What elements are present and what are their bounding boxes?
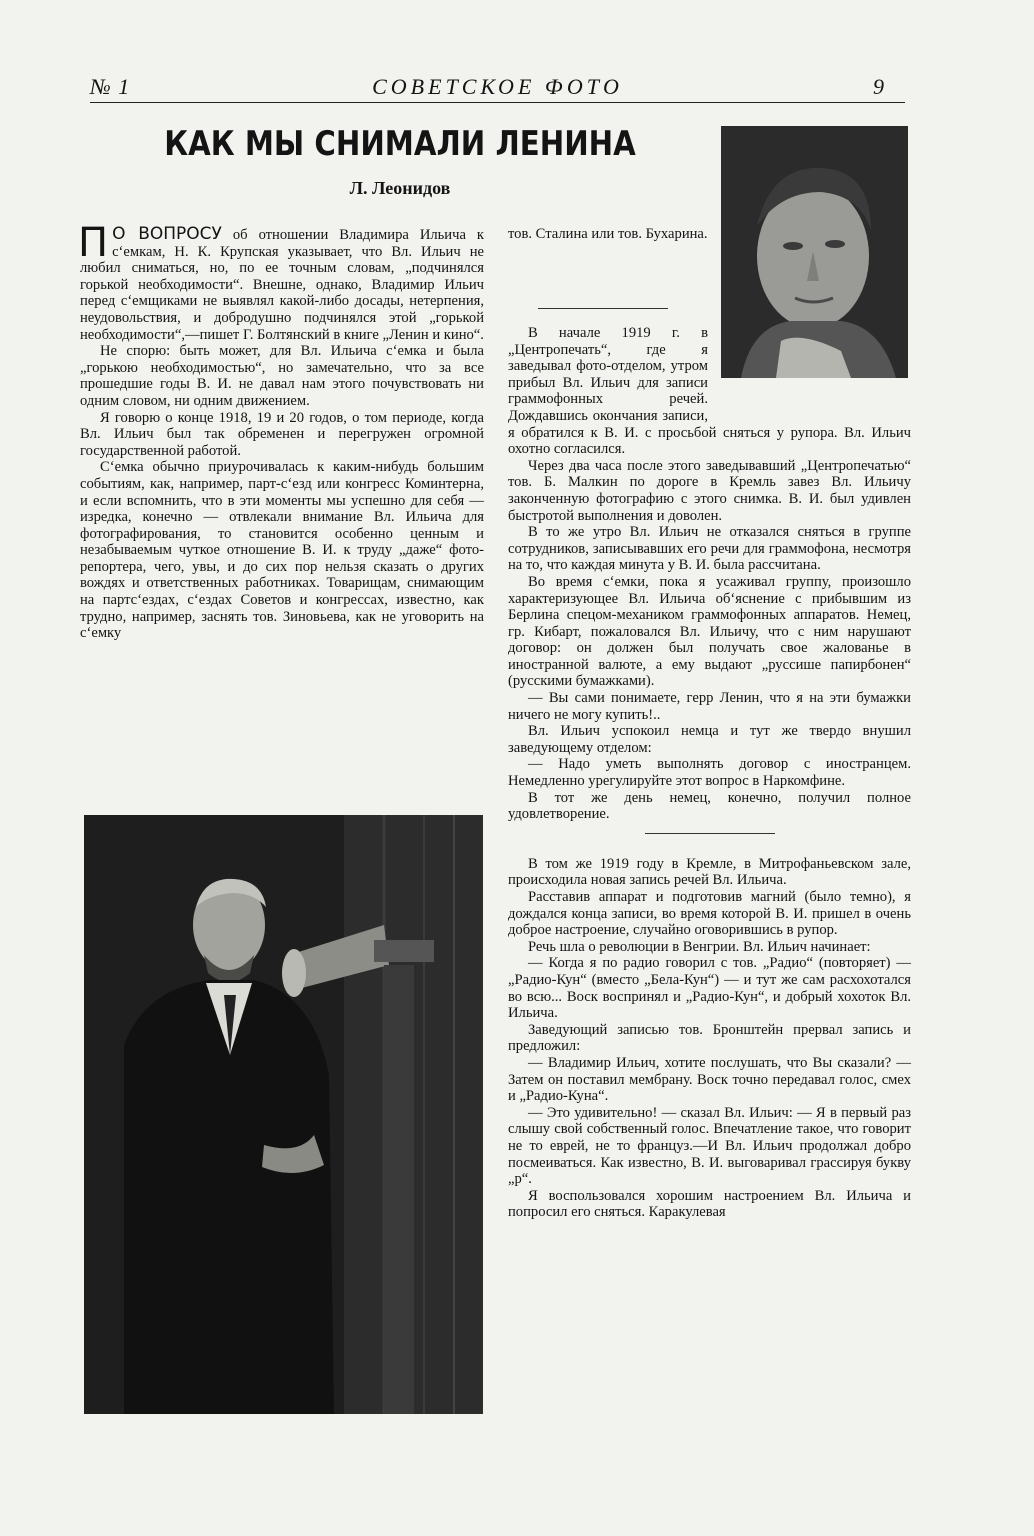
- paragraph: — Вы сами понимаете, герр Ленин, что я на эти бумажки ничего не могу купить!..: [508, 690, 911, 723]
- paragraph: Речь шла о революции в Венгрии. Вл. Ильич начинает:: [528, 938, 871, 955]
- page-header: [90, 72, 905, 103]
- paragraph: Заведующий записью тов. Бронштейн прервал запись и предложил:: [508, 1021, 911, 1055]
- right-column: [508, 296, 911, 1221]
- paragraph: — Владимир Ильич, хотите послушать, что Вы сказали? — Затем он поставил мембрану. Воск точно передавал голос, смех и „Радио-Куна“.: [508, 1054, 911, 1105]
- issue-number: № 1: [90, 74, 131, 99]
- lenin-gramophone-photo: [84, 815, 483, 1414]
- paragraph: Через два часа после этого заведывавший „Центропечатью“ тов. Б. Малкин по дороге в Кремль завез Вл. Ильичу законченную фотографию с этого снимка. В. И. был удивлен быстротой выполнения и доволен.: [508, 457, 911, 524]
- paragraph: [78, 220, 484, 343]
- left-column: [78, 220, 484, 642]
- section-divider: [538, 308, 668, 309]
- paragraph: В то же утро Вл. Ильич не отказался сняться в группе сотрудников, записывавших его речи для граммофона, несмотря на то, что каждая минута у В. И. была рассчитана.: [508, 524, 911, 574]
- paragraph: Расставив аппарат и подготовив магний (было темно), я дождался конца записи, во время которой В. И. пришел в очень доброе настроение, случайно оговорившись в рупор.: [508, 889, 911, 939]
- paragraph: тов. Сталина или тов. Бухарина.: [508, 226, 708, 242]
- paragraph: В начале 1919 г. в „Центропечать“, где я заведывал фото-отделом, утром прибыл Вл. Ильич для записи граммофонных речей. Дождавшись окончания записи, я обратился к В. И. с просьбой сняться у рупора. Вл. Ильич охотно согласился.: [508, 325, 911, 458]
- paragraph: Я говорю о конце 1918, 19 и 20 годов, о том периоде, когда Вл. Ильич был так обременен и перегружен огромной государственной работой.: [80, 409, 484, 459]
- lead-words: О ВОПРОСУ: [112, 224, 222, 244]
- paragraph: Я воспользовался хорошим настроением Вл. Ильича и попросил его сняться. Каракулевая: [508, 1187, 911, 1221]
- right-column-top: [508, 226, 708, 243]
- article-author: Л. Леонидов: [349, 178, 451, 198]
- article-title: КАК МЫ СНИМАЛИ ЛЕНИНА: [164, 124, 636, 164]
- page-number: 9: [873, 74, 885, 99]
- paragraph: С‘емка обычно приурочивалась к каким-нибудь большим событиям, как, например, парт-с‘езд или конгресс Коминтерна, и если вспомнить, что в эти моменты мы успешно для себя — изредка, конечно — отвлекали внимание Вл. Ильича для фотографирования, то становится особенно ценным и незабываемым чуткое отношение В. И. к труду „даже“ фото-репортера, чего, увы, и до сих пор нельзя сказать о других вождях и ответственных работниках. Товарищам, снимающим на партс‘ездах, с‘ездах Советов и конгрессах, известно, как трудно, например, заснять тов. Зиновьева, как не уговорить на с‘емку: [80, 459, 484, 642]
- paragraph: Вл. Ильич успокоил немца и тут же твердо внушил заведующему отделом:: [508, 723, 911, 756]
- section-divider: [645, 833, 775, 834]
- paragraph: — Когда я по радио говорил с тов. „Радио“ (повторяет) —„Радио-Кун“ (вместо „Бела-Кун“) — и тут же сам расхохотался во всю... Воск воспринял и „Радио-Кун“, и добрый хохоток Вл. Ильича.: [508, 955, 911, 1022]
- paragraph: — Это удивительно! — сказал Вл. Ильич: — Я в первый раз слышу свой собственный голос. Впечатление такое, что говорит не то еврей, не то француз.—И Вл. Ильич продолжал добро посмеиваться. Как известно, В. И. выговаривал грассируя букву „р“.: [508, 1104, 911, 1188]
- magazine-title: СОВЕТСКОЕ ФОТО: [372, 74, 623, 99]
- paragraph: В тот же день немец, конечно, получил полное удовлетворение.: [508, 789, 911, 823]
- portrait-wrap-space: [708, 325, 911, 411]
- paragraph: — Надо уметь выполнять договор с иностранцем. Немедленно урегулируйте этот вопрос в Наркомфине.: [508, 756, 911, 790]
- drop-cap: П: [78, 220, 109, 266]
- paragraph: Не спорю: быть может, для Вл. Ильича с‘емка и была „горькою необходимостью“, но замечательно, что за все прошедшие годы В. И. не давал нам этого почувствовать ни одним словом, ни одним движением.: [80, 343, 484, 409]
- paragraph: Во время с‘емки, пока я усаживал группу, произошло характеризующее Вл. Ильича об‘яснение с прибывшим из Берлина спецом-механиком граммофонных аппаратов. Немец, гр. Кибарт, пожаловался Вл. Ильичу, что с ним нарушают договор: он должен был получать свое жалованье в иностранной валюте, а ему выдают „руссише папирбонен“ (русскими бумажками).: [508, 573, 911, 690]
- paragraph-text: об отношении Владимира Ильича к с‘емкам, Н. К. Крупская указывает, что Вл. Ильич не любил сниматься, но, по ее точным словам, „подчинялся горькой необходимости“. Внешне, однако, Владимир Ильич перед с‘емщиками не выявлял какой-либо досады, нетерпения, неудовольствия, и добродушно подчинялся этой „горькой необходимости“,—пишет Г. Болтянский в книге „Ленин и кино“.: [80, 227, 484, 343]
- paragraph: В том же 1919 году в Кремле, в Митрофаньевском зале, происходила новая запись речей Вл. Ильича.: [508, 855, 911, 889]
